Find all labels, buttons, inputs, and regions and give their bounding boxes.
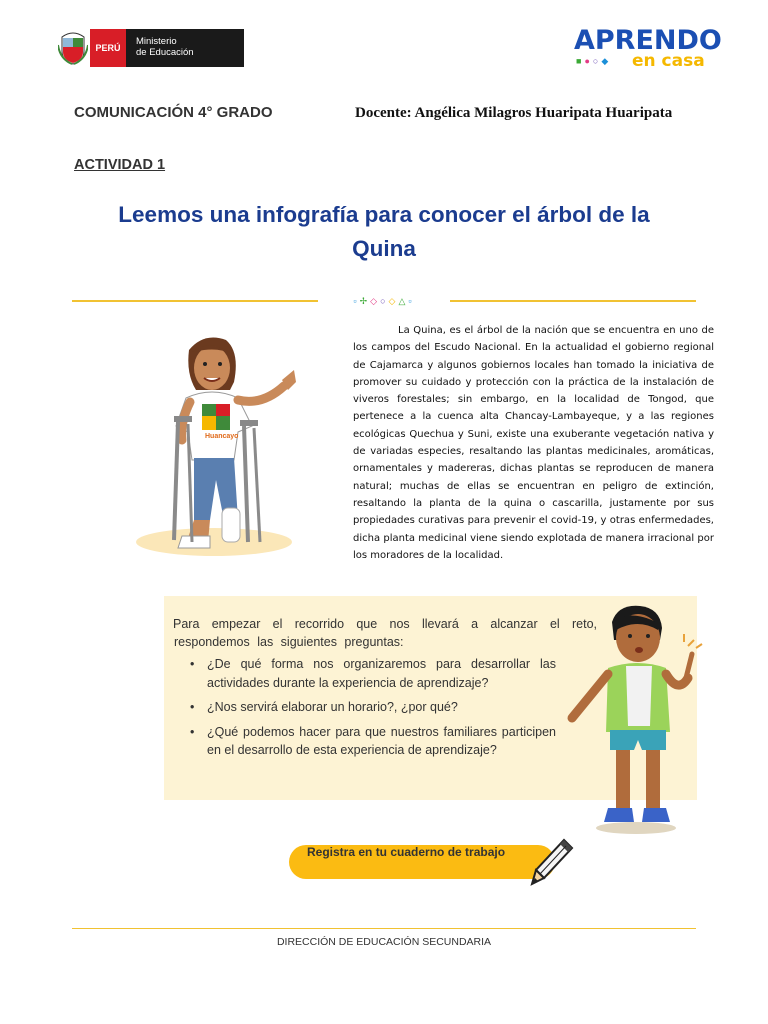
shirt-print-text: Huancayo [205,433,239,440]
question-item: • ¿Nos servirá elaborar un horario?, ¿por qué? [190,698,556,717]
questions-intro-line-1: Para empezar el recorrido que nos llevará a alcanzar el reto, [173,617,597,631]
register-banner [289,845,555,879]
coat-of-arms-icon [56,28,90,68]
peru-label: PERÚ [90,29,126,67]
divider-line-right [450,300,696,302]
title-line-2: Quina [352,236,416,261]
questions-intro-line-2: respondemos las siguientes preguntas: [174,635,404,649]
divider-line-left [72,300,318,302]
minedu-logo [56,28,246,68]
brand-word-en-casa: en casa [632,51,705,71]
questions-intro [173,615,597,651]
questions-list [190,655,556,766]
footer-text: DIRECCIÓN DE EDUCACIÓN SECUNDARIA [276,936,492,948]
divider-shapes-icon: ▫✢◇○◇△▫ [353,296,415,306]
ministry-label: Ministerio de Educación [126,29,244,67]
footer-divider [72,928,696,929]
register-label: Registra en tu cuaderno de trabajo [307,845,506,859]
title-line-1: Leemos una infografía para conocer el árbol de la [118,202,650,227]
boy-thinking-illustration [560,600,710,836]
teacher-name: Docente: Angélica Milagros Huaripata Huaripata [355,105,673,121]
girl-on-crutches-illustration [134,330,310,562]
page-title [70,198,698,266]
aprendo-en-casa-logo [572,25,720,73]
subject-grade: COMUNICACIÓN 4° GRADO [74,104,273,121]
pencil-icon [530,838,574,886]
decorative-divider [72,293,696,309]
activity-label: ACTIVIDAD 1 [74,157,166,173]
question-item: • ¿De qué forma nos organizaremos para desarrollar las actividades durante la experiencia de aprendizaje? [190,655,556,692]
question-item: • ¿Qué podemos hacer para que nuestros familiares participen en el desarrollo de esta experiencia de aprendizaje? [190,723,556,760]
quina-description: La Quina, es el árbol de la nación que se encuentra en uno de los campos del Escudo Nacional. En la actualidad el gobierno regional de Cajamarca y algunos gobiernos locales han tomado la iniciativa de promover su cuidado y protección con la práctica de la instalación de viveros forestales; sin embargo, en la localidad de Tongod, que pertenece a la cuenca alta Chancay-Lambayeque, y a las regiones ecológicas Quechua y Suni, existe una exuberante vegetación nativa y de variadas especies, resaltando las plantas medicinales, aromáticas, ornamentales y madereras, dichas plantas se reproducen de manera natural; muchas de ellas se encuentran en peligro de extinción, resaltando la planta de la quina o cascarilla, justamente por sus propiedades curativas para prevenir el covid-19, y otras enfermedades, dicha planta medicinal viene siendo explotada de manera irracional por los moradores de la localidad. [353,325,714,561]
brand-word-aprendo: APRENDO [574,25,722,56]
brand-shapes-icon: ■●○◆ [576,56,612,66]
